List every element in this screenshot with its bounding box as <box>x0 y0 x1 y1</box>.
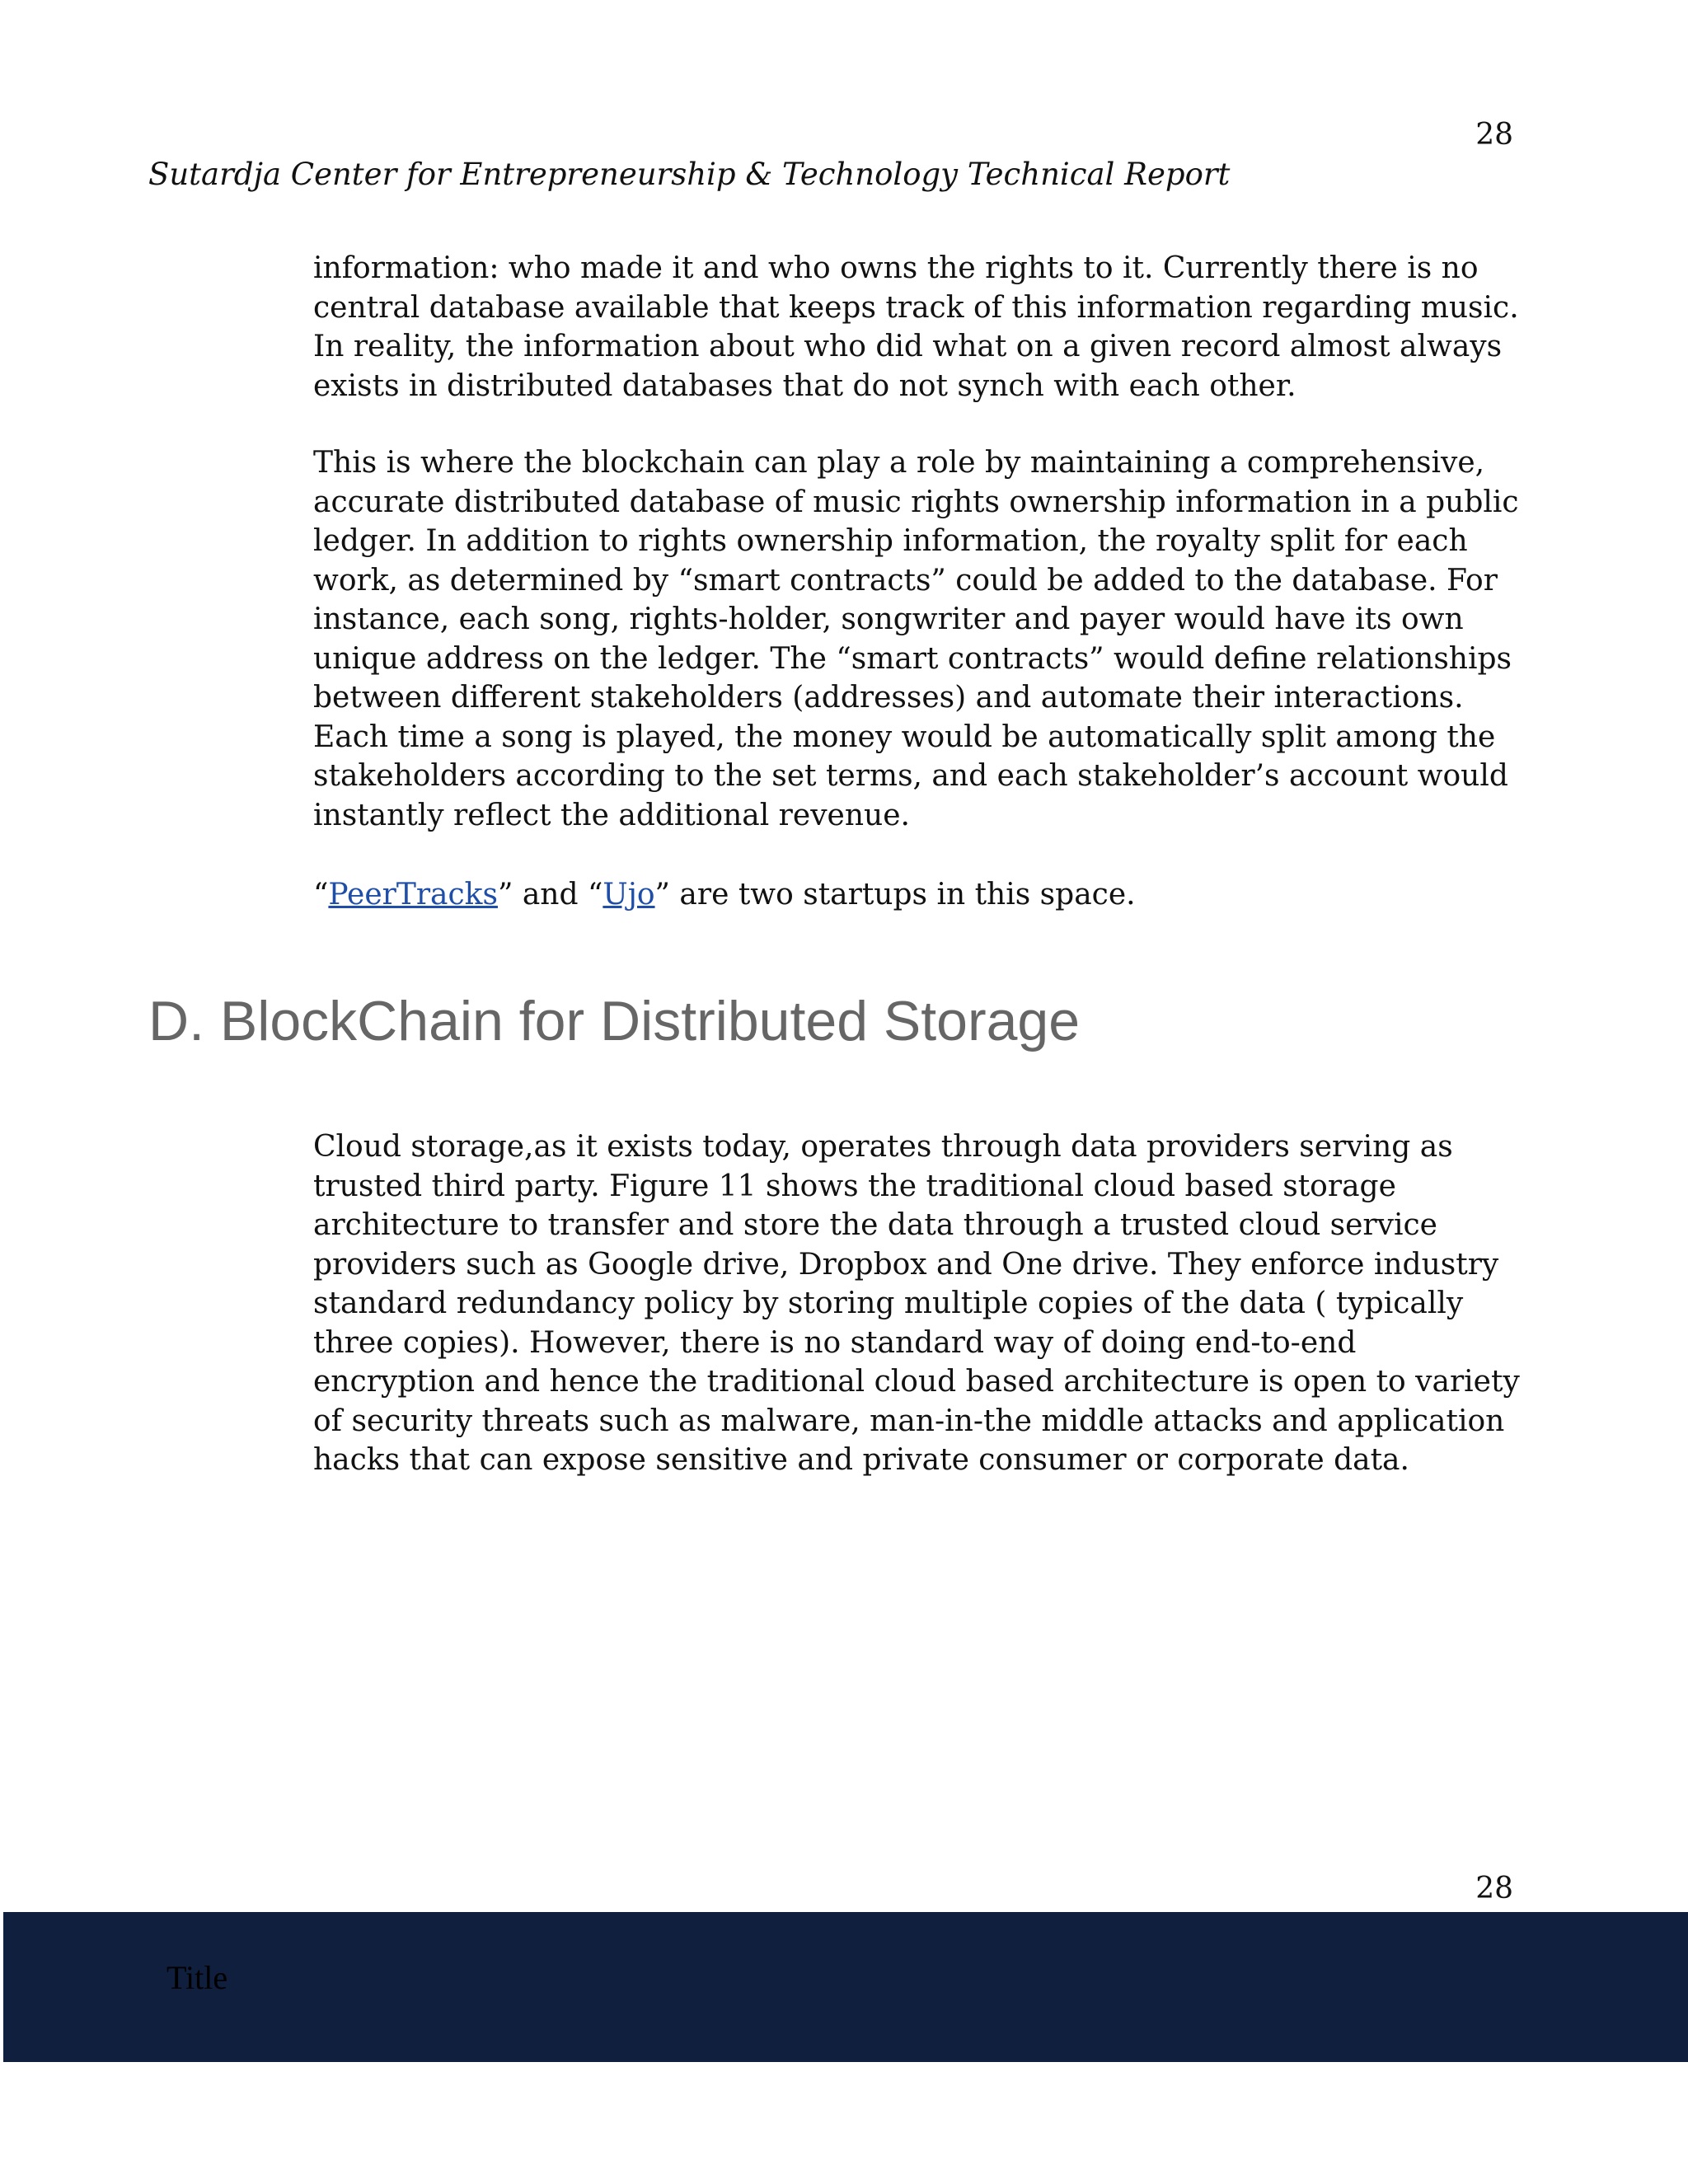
sentence-end: ” are two startups in this space. <box>654 878 1136 912</box>
startups-sentence <box>313 875 1525 915</box>
running-header: Sutardja Center for Entrepreneurship & Technology Technical Report <box>148 157 1231 192</box>
footer-bar <box>3 1912 1688 2062</box>
sentence-middle: ” and “ <box>497 878 603 912</box>
body-paragraph-1 <box>313 249 1525 405</box>
body-paragraph-2 <box>313 443 1525 835</box>
open-quote: “ <box>313 878 329 912</box>
section-heading: D. BlockChain for Distributed Storage <box>148 990 1081 1052</box>
body-paragraph-3 <box>313 875 1525 915</box>
section-paragraph <box>313 1127 1525 1480</box>
page-number-bottom: 28 <box>1475 1872 1513 1905</box>
page-number-top: 28 <box>1475 118 1513 152</box>
peertracks-link[interactable]: PeerTracks <box>328 878 498 912</box>
ujo-link[interactable]: Ujo <box>603 878 655 912</box>
paragraph-text: This is where the blockchain can play a role by maintaining a comprehensive, accurate distributed database of music rights ownership information in a public ledger. In addition to rights ownership information, the royalty split for each work, as determined by “smart contracts” could be added to the database. For instance, each song, rights-holder, songwriter and payer would have its own unique address on the ledger. The “smart contracts” would define relationships between different stakeholders (addresses) and automate their interactions. Each time a song is played, the money would be automatically split among the stakeholders according to the set terms, and each stakeholder’s account would instantly reflect the additional revenue. <box>313 446 1519 832</box>
footer-title: Title <box>166 1959 228 1996</box>
paragraph-text: Cloud storage,as it exists today, operates through data providers serving as trusted third party. Figure 11 shows the traditional cloud based storage architecture to transfer and store the data through a trusted cloud service providers such as Google drive, Dropbox and One drive. They enforce industry standard redundancy policy by storing multiple copies of the data ( typically three copies). However, there is no standard way of doing end-to-end encryption and hence the traditional cloud based architecture is open to variety of security threats such as malware, man-in-the middle attacks and application hacks that can expose sensitive and private consumer or corporate data. <box>313 1130 1520 1477</box>
paragraph-text: information: who made it and who owns the rights to it. Currently there is no central database available that keeps track of this information regarding music. In reality, the information about who did what on a given record almost always exists in distributed databases that do not synch with each other. <box>313 251 1519 403</box>
